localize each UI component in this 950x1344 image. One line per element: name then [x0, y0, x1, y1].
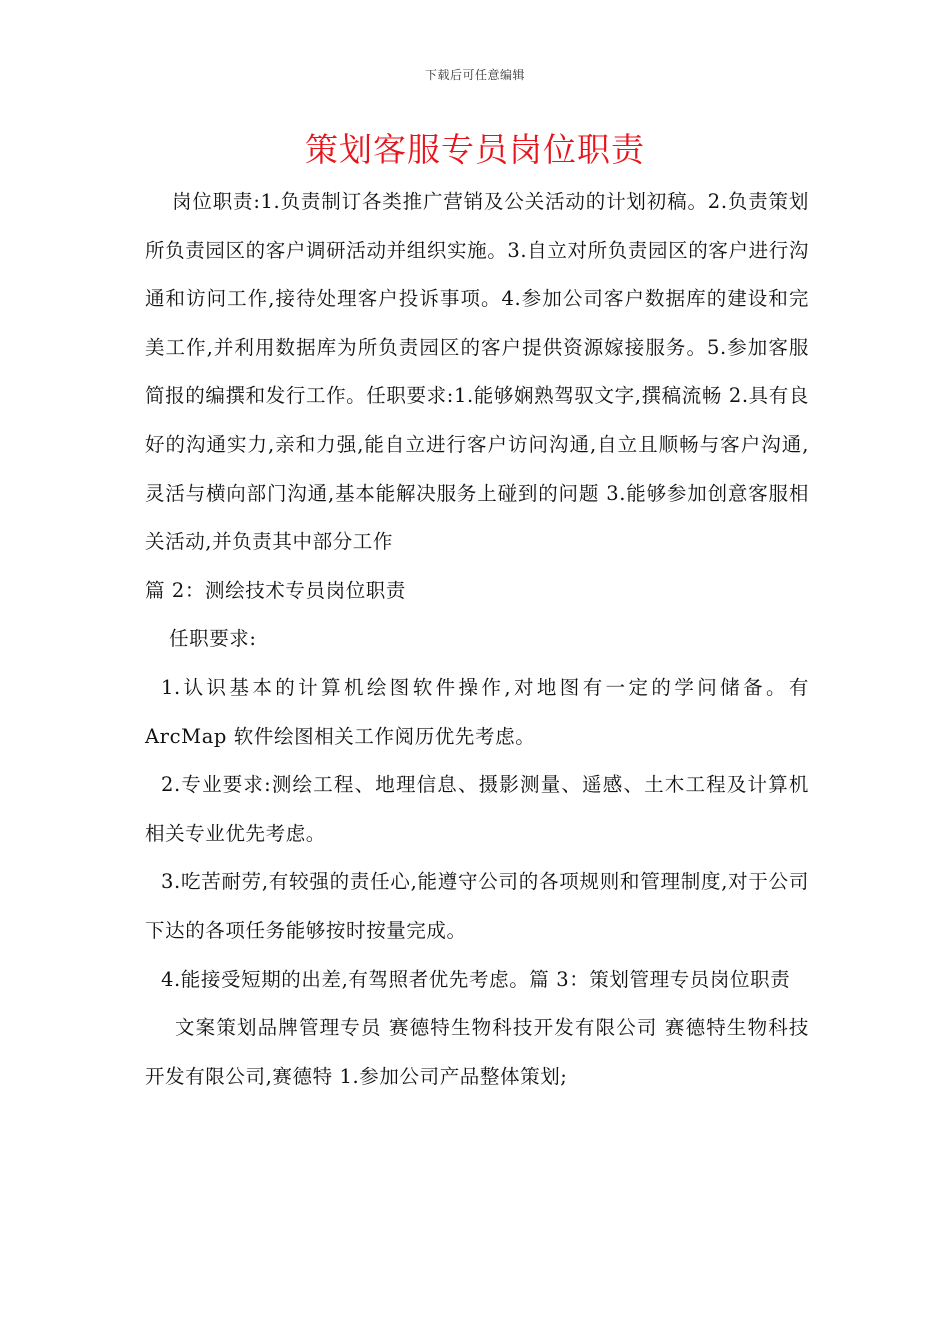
paragraph-job-duties: 岗位职责:1.负责制订各类推广营销及公关活动的计划初稿。2.负责策划所负责园区的客户调研活动并组织实施。3.自立对所负责园区的客户进行沟通和访问工作,接待处理客户投诉事项。4.参加公司客户数据库的建设和完美工作,并利用数据库为所负责园区的客户提供资源嫁接服务。5.参加客服简报的编撰和发行工作。任职要求:1.能够娴熟驾驭文字,撰稿流畅 2.具有良好的沟通实力,亲和力强,能自立进行客户访问沟通,自立且顺畅与客户沟通,灵活与横向部门沟通,基本能解决服务上碰到的问题 3.能够参加创意客服相关活动,并负责其中部分工作: [145, 190, 809, 554]
paragraph-requirement-4: 4.能接受短期的出差,有驾照者优先考虑。篇 3：策划管理专员岗位职责: [161, 967, 791, 991]
paragraph-requirement-1: 1.认识基本的计算机绘图软件操作,对地图有一定的学问储备。有 ArcMap 软件绘图相关工作阅历优先考虑。: [145, 675, 809, 748]
paragraph-requirements-label: 任职要求:: [169, 627, 257, 651]
document-body: [145, 178, 809, 1101]
paragraph-requirement-3: 3.吃苦耐劳,有较强的责任心,能遵守公司的各项规则和管理制度,对于公司下达的各项任务能够按时按量完成。: [145, 870, 809, 942]
paragraph-section-3: 文案策划品牌管理专员 赛德特生物科技开发有限公司 赛德特生物科技开发有限公司,赛德特 1.参加公司产品整体策划;: [145, 1016, 809, 1088]
document-title: 策划客服专员岗位职责: [305, 130, 645, 169]
header-note: 下载后可任意编辑: [424, 68, 525, 82]
paragraph-requirement-2: 2.专业要求:测绘工程、地理信息、摄影测量、遥感、土木工程及计算机相关专业优先考虑。: [145, 773, 809, 845]
section-heading-2: 篇 2：测绘技术专员岗位职责: [145, 578, 407, 602]
